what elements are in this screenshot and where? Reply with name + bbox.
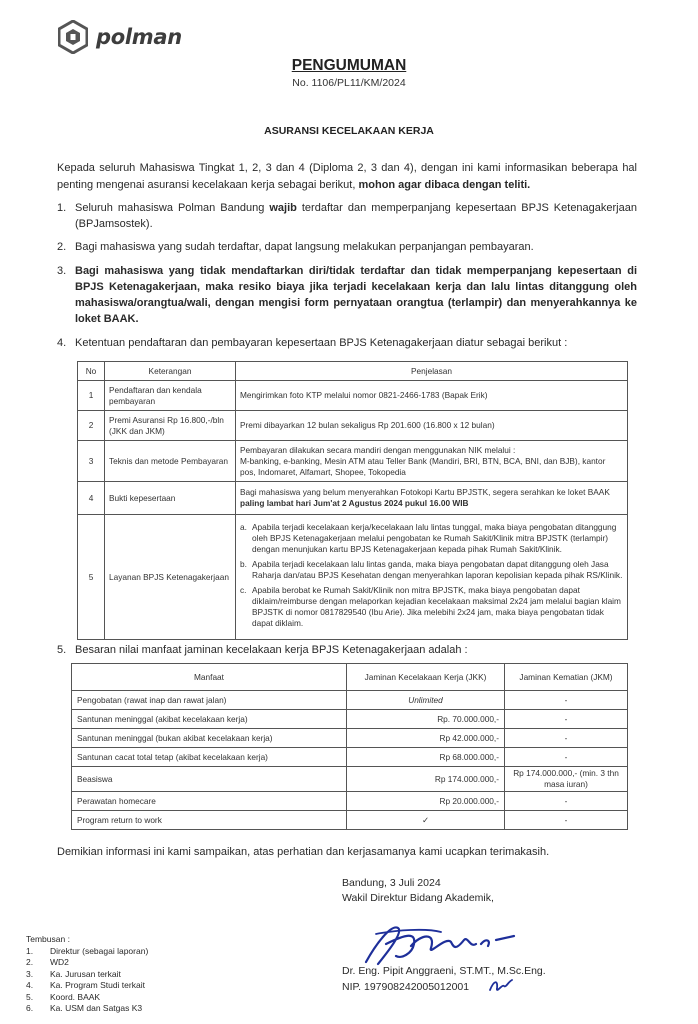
list-item-4: 4. Ketentuan pendaftaran dan pembayaran kepesertaan BPJS Ketenagakerjaan diatur sebagai berikut : [57,337,568,349]
table-row: 1 Pendaftaran dan kendala pembayaran Mengirimkan foto KTP melalui nomor 0821-2466-1783 (Bapak Erik) [78,381,628,411]
table-header-row [78,362,628,381]
subject-heading: ASURANSI KECELAKAAN KERJA [264,125,434,137]
place-date: Bandung, 3 Juli 2024 [342,877,441,889]
list-item-3: 3. Bagi mahasiswa yang tidak mendaftarkan diri/tidak terdaftar dan tidak memperpanjang kepesertaan di BPJS Ketenagakerjaan, maka resiko biaya jika terjadi kecelakaan kerja dan lalu lintas ditanggung oleh mahasiswa/orangtua/wali, dengan mengisi form pernyataan orangtua (terlampir) dan menyerahkannya ke loket BAAK. [57,265,637,325]
logo-text: polman [96,25,182,49]
table-row: Perawatan homecare Rp 20.000.000,- - [72,792,628,811]
intro-paragraph: Kepada seluruh Mahasiswa Tingkat 1, 2, 3 dan 4 (Diploma 2, 3 dan 4), dengan ini kami informasikan beberapa hal penting mengenai asuransi kecelakaan kerja sebagai berikut, mohon agar dibaca dengan teliti. [57,162,637,191]
table-row: Santunan meninggal (bukan akibat kecelakaan kerja) Rp 42.000.000,- - [72,729,628,748]
list-item: 4. Ka. Program Studi terkait [26,980,145,990]
table-row: Beasiswa Rp 174.000.000,- Rp 174.000.000,- (min. 3 thn masa iuran) [72,767,628,792]
tembusan-list [26,934,148,1015]
signer-position: Wakil Direktur Bidang Akademik, [342,892,494,904]
list-item: 6. Ka. USM dan Satgas K3 [26,1003,143,1013]
page-title: PENGUMUMAN [291,57,407,74]
polman-logo-icon [58,20,88,54]
initial-mark [488,976,514,996]
header-keterangan: Keterangan [105,362,236,381]
closing-paragraph: Demikian informasi ini kami sampaikan, atas perhatian dan kerjasamanya kami ucapkan terimakasih. [57,846,550,858]
signature-block [342,876,494,906]
list-item: 5. Koord. BAAK [26,991,101,1002]
registration-table [77,361,628,640]
signer-name: Dr. Eng. Pipit Anggraeni, ST.MT., M.Sc.Eng. [342,965,546,977]
signer-nip: NIP. 197908242005012001 [342,981,470,993]
signer-details [342,963,546,995]
table-header-row: Manfaat Jaminan Kecelakaan Kerja (JKK) Jaminan Kematian (JKM) [72,664,628,691]
benefits-table [71,663,628,830]
table-row: 4 Bukti kepesertaan Bagi mahasiswa yang belum menyerahkan Fotokopi Kartu BPJSTK, segera serahkan ke loket BAAK paling lambat hari Jum'at 2 Agustus 2024 pukul 16.00 WIB [78,482,628,515]
list-item-5: 5. Besaran nilai manfaat jaminan kecelakaan kerja BPJS Ketenagakerjaan adalah : [57,644,468,656]
polman-logo [58,20,182,54]
table-row: Santunan meninggal (akibat kecelakaan kerja) Rp. 70.000.000,- - [72,710,628,729]
table-row: Santunan cacat total tetap (akibat kecelakaan kerja) Rp 68.000.000,- - [72,748,628,767]
list-item: 3. Ka. Jurusan terkait [26,968,121,979]
table-row: Program return to work ✓ - [72,811,628,830]
table-row: 3 Teknis dan metode Pembayaran Pembayaran dilakukan secara mandiri dengan menggunakan NIK melalui : M-banking, e-banking, Mesin ATM atau Teller Bank (Mandiri, BRI, BTN, BCA, BNI, dan BJB), kantor pos, Indomaret, Alfamart, Shopee, Tokopedia [78,441,628,482]
tembusan-label: Tembusan : [26,934,70,944]
table-row: Pengobatan (rawat inap dan rawat jalan) Unlimited - [72,691,628,710]
check-icon: ✓ [347,811,505,830]
header-no: No [78,362,105,381]
list-item: 1. Direktur (sebagai laporan) [26,945,149,956]
list-item-2: 2. Bagi mahasiswa yang sudah terdaftar, dapat langsung melakukan perpanjangan pembayaran. [57,241,534,253]
header-penjelasan: Penjelasan [236,362,628,381]
table-row: 5 Layanan BPJS Ketenagakerjaan a. Apabila terjadi kecelakaan kerja/kecelakaan lalu lintas tunggal, maka biaya pengobatan ditanggung oleh BPJS Ketenagakerjaan melalui pengobatan ke Rumah Sakit/Klinik mitra BPJSTK (terlampir) dengan menunjukan kartu BPJS Ketenagakerjaan kepada pihak Rumah Sakit/Klinik. b. Apabila terjadi kecelakaan lalu lintas ganda, maka biaya pengobatan dapat ditanggung oleh Jasa Raharja dan/atau BPJS Kesehatan dengan menyerahkan laporan kepolisian kepada pihak RS/Klinik. c. Apabila berobat ke Rumah Sakit/Klinik non mitra BPJSTK, maka biaya pengobatan dapat diklaim/reimburse dengan melaporkan kejadian kecelakaan maksimal 2x24 jam melalui bagian klaim BPJSTK di nomor 0817829540 (Ibu Arie). Jika melebihi 2x24 jam, maka biaya pengobatan tidak dapat diklaim. [78,515,628,640]
table-row: 2 Premi Asuransi Rp 16.800,-/bln (JKK dan JKM) Premi dibayarkan 12 bulan sekaligus Rp 201.600 (16.800 x 12 bulan) [78,411,628,441]
list-item-1: 1. Seluruh mahasiswa Polman Bandung wajib terdaftar dan memperpanjang kepesertaan BPJS Ketenagakerjaan (BPJamsostek). [57,202,637,230]
document-number: No. 1106/PL11/KM/2024 [292,77,406,89]
list-item: 2. WD2 [26,957,69,967]
